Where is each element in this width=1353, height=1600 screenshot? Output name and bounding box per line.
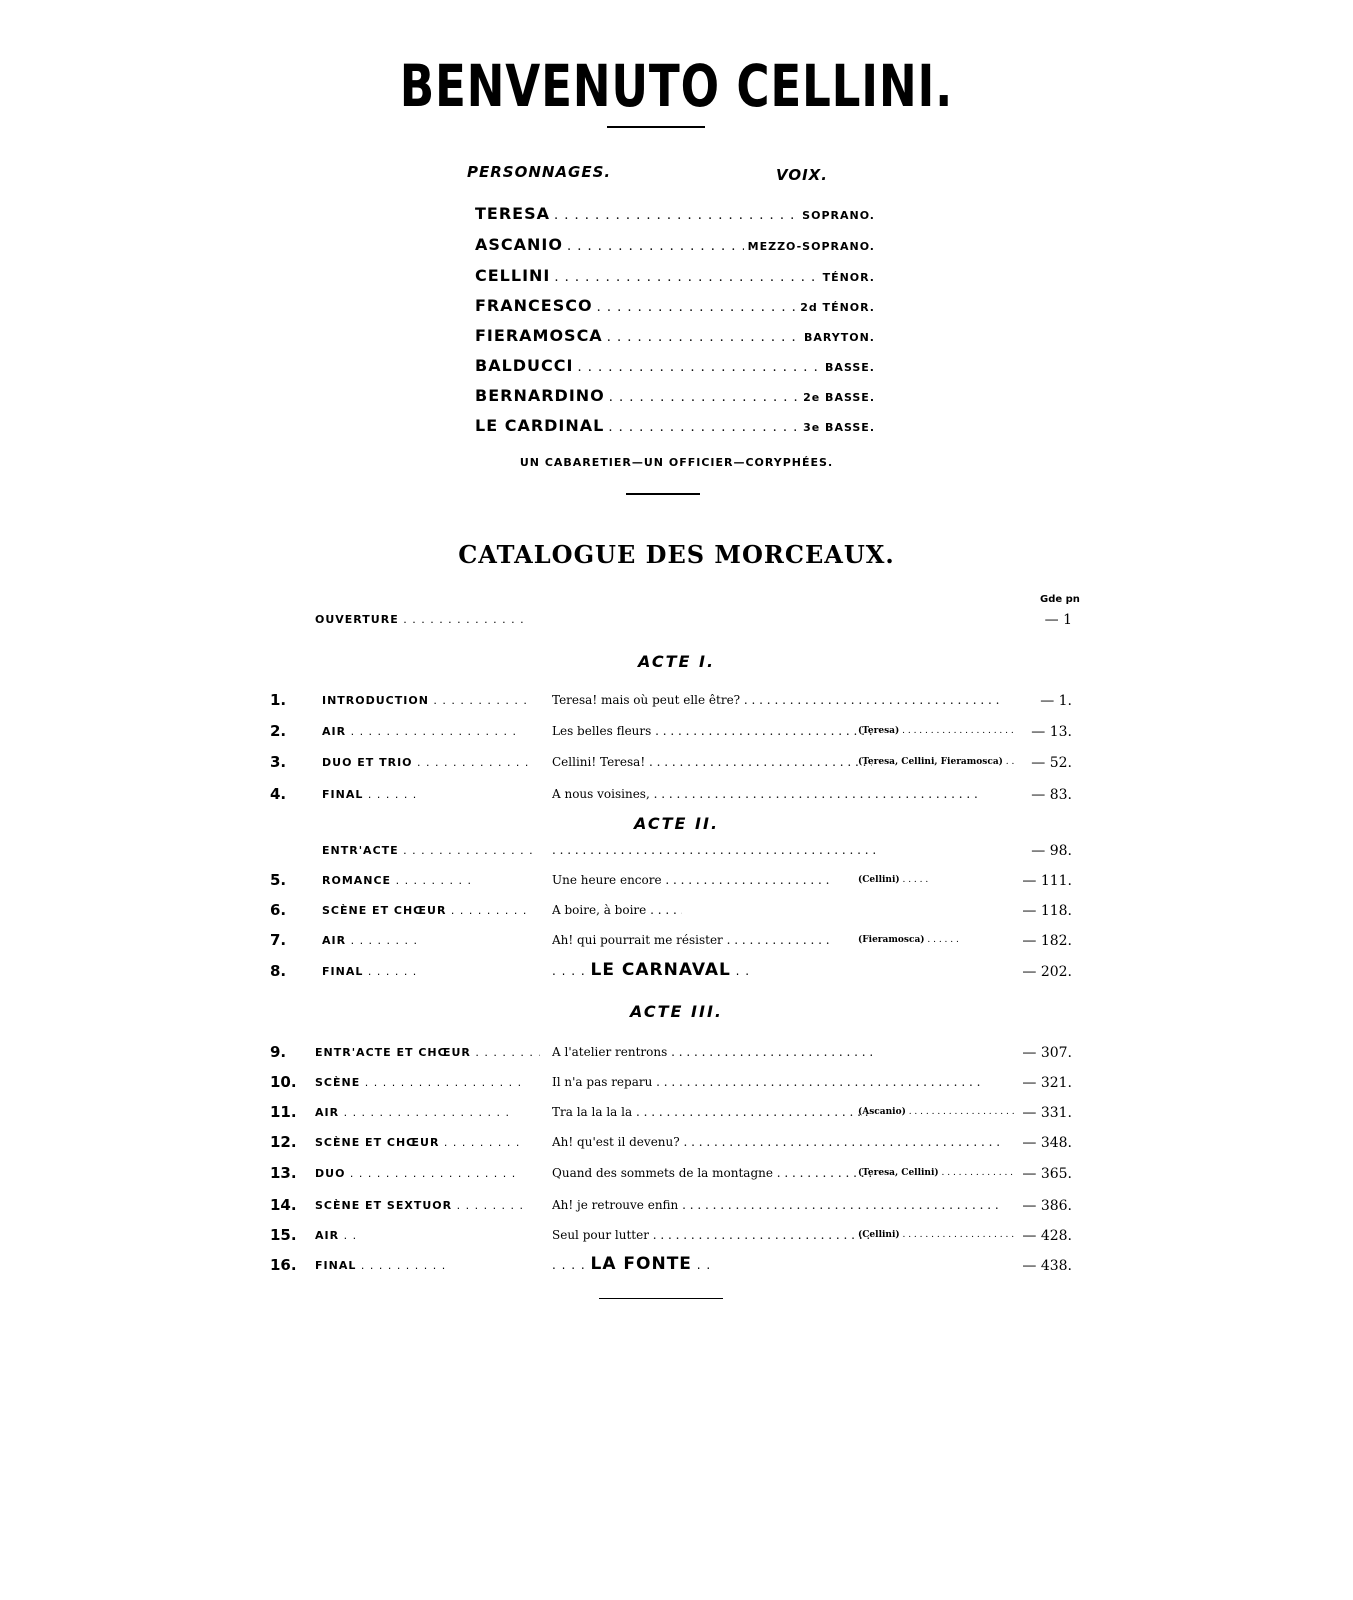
catalogue-row — [270, 785, 1090, 805]
overture-row — [270, 610, 1090, 630]
catalogue-row — [270, 962, 1090, 982]
section-rule — [626, 493, 700, 495]
incipit: Seul pour lutter . . . — [552, 1228, 872, 1242]
character-row — [475, 356, 875, 378]
voices-header: VOIX. — [776, 166, 828, 184]
page-number: — 118. — [1008, 903, 1072, 919]
leader-dots — [554, 270, 818, 285]
act-heading: ACTE III. — [630, 1002, 723, 1021]
incipit: A boire, à boire . . . — [552, 903, 682, 917]
character-name: ASCANIO — [475, 235, 563, 254]
piece-type: SCÈNE ET CHŒUR . . . — [315, 1136, 525, 1149]
act-heading: ACTE I. — [637, 652, 716, 671]
character-name: LE CARDINAL — [475, 416, 605, 435]
leader-dots — [597, 300, 797, 315]
piece-type: SCÈNE ET SEXTUOR . . . — [315, 1199, 525, 1212]
leader-dots — [609, 390, 799, 405]
page-number: — 348. — [1008, 1135, 1072, 1151]
role: (Teresa, Cellini, Fieramosca) . . . — [858, 757, 1014, 767]
catalogue-row — [270, 1196, 1090, 1216]
character-name: FIERAMOSCA — [475, 326, 603, 345]
character-voice: 3e BASSE. — [803, 421, 875, 434]
page-number: — 1 — [1008, 612, 1072, 628]
role: (Ascanio) . . . — [858, 1107, 1014, 1117]
catalogue-title: CATALOGUE DES MORCEAUX. — [458, 540, 895, 569]
character-row — [475, 326, 875, 348]
item-number: 7. — [270, 931, 287, 949]
characters-header: PERSONNAGES. — [467, 163, 612, 181]
piece-type: AIR . . . — [315, 1229, 355, 1242]
leader-dots — [577, 360, 821, 375]
page-number: — 331. — [1008, 1105, 1072, 1121]
catalogue-row — [270, 753, 1090, 773]
page-number: — 386. — [1008, 1198, 1072, 1214]
piece-type: DUO ET TRIO . . . — [322, 756, 532, 769]
catalogue-row — [270, 1073, 1090, 1093]
item-number: 2. — [270, 722, 287, 740]
catalogue-row — [270, 1133, 1090, 1153]
incipit: A l'atelier rentrons . . . — [552, 1045, 872, 1059]
incipit-title: . . . . LE CARNAVAL . . — [552, 960, 812, 980]
item-number: 5. — [270, 871, 287, 889]
item-number: 12. — [270, 1133, 297, 1151]
role: (Cellini) . . . — [858, 875, 928, 885]
character-name: BERNARDINO — [475, 386, 605, 405]
item-number: 8. — [270, 962, 287, 980]
item-number: 10. — [270, 1073, 297, 1091]
piece-type: FINAL . . . — [315, 1259, 445, 1272]
catalogue-row — [270, 871, 1090, 891]
page-number: — 438. — [1008, 1258, 1072, 1274]
piece-type: AIR . . . — [315, 1106, 525, 1119]
piece-type: SCÈNE ET CHŒUR . . . — [322, 904, 532, 917]
item-number: 14. — [270, 1196, 297, 1214]
character-row — [475, 204, 875, 226]
role: (Teresa) . . . — [858, 726, 1014, 736]
character-row — [475, 235, 875, 257]
item-number: 11. — [270, 1103, 297, 1121]
incipit: Il n'a pas reparu . . . — [552, 1075, 1002, 1089]
piece-type: SCÈNE . . . — [315, 1076, 525, 1089]
piece-type: ROMANCE . . . — [322, 874, 472, 887]
character-voice: SOPRANO. — [802, 209, 875, 222]
catalogue-row — [270, 1103, 1090, 1123]
piece-type: OUVERTURE . . . — [315, 613, 525, 626]
page-column-header: Gde pn — [1040, 594, 1080, 605]
character-row — [475, 266, 875, 288]
character-name: CELLINI — [475, 266, 551, 285]
incipit: Quand des sommets de la montagne . . . — [552, 1166, 872, 1180]
item-number: 6. — [270, 901, 287, 919]
page-number: — 98. — [1008, 843, 1072, 859]
page-number: — 321. — [1008, 1075, 1072, 1091]
character-name: FRANCESCO — [475, 296, 593, 315]
character-name: BALDUCCI — [475, 356, 574, 375]
page-number: — 182. — [1008, 933, 1072, 949]
character-row — [475, 416, 875, 438]
leader-dots — [608, 420, 799, 435]
incipit: Une heure encore . . . — [552, 873, 832, 887]
title-rule — [607, 126, 705, 128]
incipit: Tra la la la la . . . — [552, 1105, 872, 1119]
incipit: A nous voisines, . . . — [552, 787, 1002, 801]
character-voice: BASSE. — [825, 361, 875, 374]
role: (Teresa, Cellini) . . . — [858, 1168, 1014, 1178]
item-number: 16. — [270, 1256, 297, 1274]
piece-type: FINAL . . . — [322, 965, 422, 978]
character-name: TERESA — [475, 204, 550, 223]
catalogue-row — [270, 1043, 1090, 1063]
item-number: 1. — [270, 691, 287, 709]
catalogue-row — [270, 901, 1090, 921]
page-number: — 428. — [1008, 1228, 1072, 1244]
leader-dots — [554, 208, 798, 223]
catalogue-row — [270, 841, 1090, 861]
incipit — [552, 843, 1002, 857]
character-voice: 2d TÉNOR. — [800, 301, 875, 314]
incipit-title: . . . . LA FONTE . . — [552, 1254, 792, 1274]
page-number: — 365. — [1008, 1166, 1072, 1182]
role: (Cellini) . . . — [858, 1230, 1014, 1240]
catalogue-row — [270, 691, 1090, 711]
piece-type: INTRODUCTION . . . — [322, 694, 532, 707]
page-number: — 111. — [1008, 873, 1072, 889]
incipit: Cellini! Teresa! . . . — [552, 755, 872, 769]
page-number: — 13. — [1008, 724, 1072, 740]
piece-type: AIR . . . — [322, 934, 422, 947]
character-row — [475, 386, 875, 408]
piece-type: FINAL . . . — [322, 788, 422, 801]
character-row — [475, 296, 875, 318]
closing-rule — [599, 1298, 723, 1299]
page-number: — 1. — [1008, 693, 1072, 709]
page-number: — 202. — [1008, 964, 1072, 980]
character-voice: BARYTON. — [804, 331, 875, 344]
character-voice: 2e BASSE. — [803, 391, 875, 404]
catalogue-row — [270, 1256, 1090, 1276]
character-voice: TÉNOR. — [822, 271, 875, 284]
catalogue-row — [270, 1164, 1090, 1184]
item-number: 9. — [270, 1043, 287, 1061]
item-number: 4. — [270, 785, 287, 803]
act-heading: ACTE II. — [633, 814, 720, 833]
role: (Fieramosca) . . . — [858, 935, 958, 945]
page-title: BENVENUTO CELLINI. — [399, 52, 954, 120]
item-number: 3. — [270, 753, 287, 771]
incipit: Ah! qu'est il devenu? . . . — [552, 1135, 1002, 1149]
catalogue-row — [270, 1226, 1090, 1246]
catalogue-row — [270, 722, 1090, 742]
leader-dots — [607, 330, 800, 345]
piece-type: ENTR'ACTE ET CHŒUR . . . — [315, 1046, 540, 1059]
piece-type: DUO . . . — [315, 1167, 525, 1180]
incipit: Teresa! mais où peut elle être? . . . — [552, 693, 1002, 707]
incipit: Ah! je retrouve enfin . . . — [552, 1198, 1002, 1212]
character-voice: MEZZO-SOPRANO. — [747, 240, 875, 253]
incipit: Ah! qui pourrait me résister . . . — [552, 933, 832, 947]
page-number: — 307. — [1008, 1045, 1072, 1061]
piece-type: ENTR'ACTE . . . — [322, 844, 532, 857]
item-number: 15. — [270, 1226, 297, 1244]
catalogue-row — [270, 931, 1090, 951]
page-number: — 83. — [1008, 787, 1072, 803]
leader-dots — [567, 239, 744, 254]
incipit: Les belles fleurs . . . — [552, 724, 872, 738]
minor-roles: UN CABARETIER—UN OFFICIER—CORYPHÉES. — [519, 456, 834, 469]
piece-type: AIR . . . — [322, 725, 532, 738]
page-number: — 52. — [1008, 755, 1072, 771]
item-number: 13. — [270, 1164, 297, 1182]
